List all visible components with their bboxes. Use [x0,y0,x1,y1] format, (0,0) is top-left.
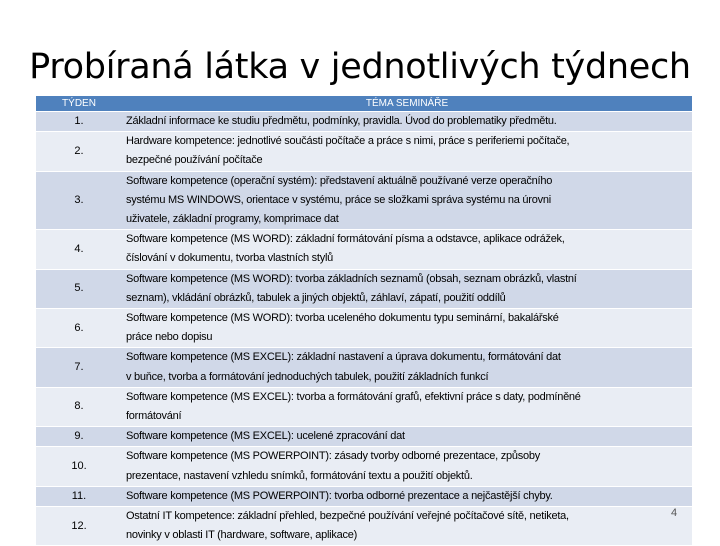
topic-cell: Software kompetence (MS WORD): tvorba uceleného dokumentu typu seminární, bakalářské práce nebo dopisu [122,309,692,348]
table-row [36,230,692,269]
topic-cell: Software kompetence (MS EXCEL): ucelené zpracování dat [122,427,692,447]
table-row [36,486,692,506]
table-row [36,132,692,171]
week-cell: 12. [36,507,122,546]
table-row [36,447,692,486]
topic-cell: Software kompetence (operační systém): představení aktuálně používané verze operačního systému MS WINDOWS, orientace v systému, práce se složkami správa systému na úrovni uživatele, základní programy, komprimace dat [122,171,692,230]
table-row [36,348,692,387]
slide-title: Probíraná látka v jednotlivých týdnech [29,47,691,87]
week-cell: 2. [36,132,122,171]
week-cell: 5. [36,269,122,308]
topic-cell: Software kompetence (MS EXCEL): tvorba a formátování grafů, efektivní práce s daty, podmíněné formátování [122,387,692,426]
table-header-row [36,96,692,112]
week-cell: 10. [36,447,122,486]
header-topic: TÉMA SEMINÁŘE [122,96,692,112]
topic-cell: Software kompetence (MS POWERPOINT): tvorba odborné prezentace a nejčastější chyby. [122,486,692,506]
page-number: 4 [671,507,678,519]
header-week: TÝDEN [36,96,122,112]
week-cell: 11. [36,486,122,506]
topic-cell: Software kompetence (MS WORD): základní formátování písma a odstavce, aplikace odrážek, číslování v dokumentu, tvorba vlastních stylů [122,230,692,269]
topic-cell: Hardware kompetence: jednotlivé součásti počítače a práce s nimi, práce s periferiemi počítače, bezpečné používání počítače [122,132,692,171]
table-row [36,507,692,546]
topic-cell: Software kompetence (MS EXCEL): základní nastavení a úprava dokumentu, formátování dat v buňce, tvorba a formátování jednoduchých tabulek, použití základních funkcí [122,348,692,387]
topic-cell: Software kompetence (MS POWERPOINT): zásady tvorby odborné prezentace, způsoby prezentace, nastavení vzhledu snímků, formátování textu a použití objektů. [122,447,692,486]
week-cell: 3. [36,171,122,230]
table-row [36,387,692,426]
table-row [36,427,692,447]
topic-cell: Software kompetence (MS WORD): tvorba základních seznamů (obsah, seznam obrázků, vlastní seznam), vkládání obrázků, tabulek a jiných objektů, záhlaví, zápatí, použití oddílů [122,269,692,308]
week-cell: 7. [36,348,122,387]
table-row [36,171,692,230]
schedule-table [36,96,692,546]
week-cell: 9. [36,427,122,447]
week-cell: 4. [36,230,122,269]
week-cell: 1. [36,112,122,132]
table-row [36,269,692,308]
table-row [36,309,692,348]
table-row [36,112,692,132]
topic-cell: Základní informace ke studiu předmětu, podmínky, pravidla. Úvod do problematiky předmětu. [122,112,692,132]
week-cell: 6. [36,309,122,348]
week-cell: 8. [36,387,122,426]
topic-cell: Ostatní IT kompetence: základní přehled, bezpečné používání veřejné počítačové sítě, netiketa, novinky v oblasti IT (hardware, software, aplikace) [122,507,692,546]
